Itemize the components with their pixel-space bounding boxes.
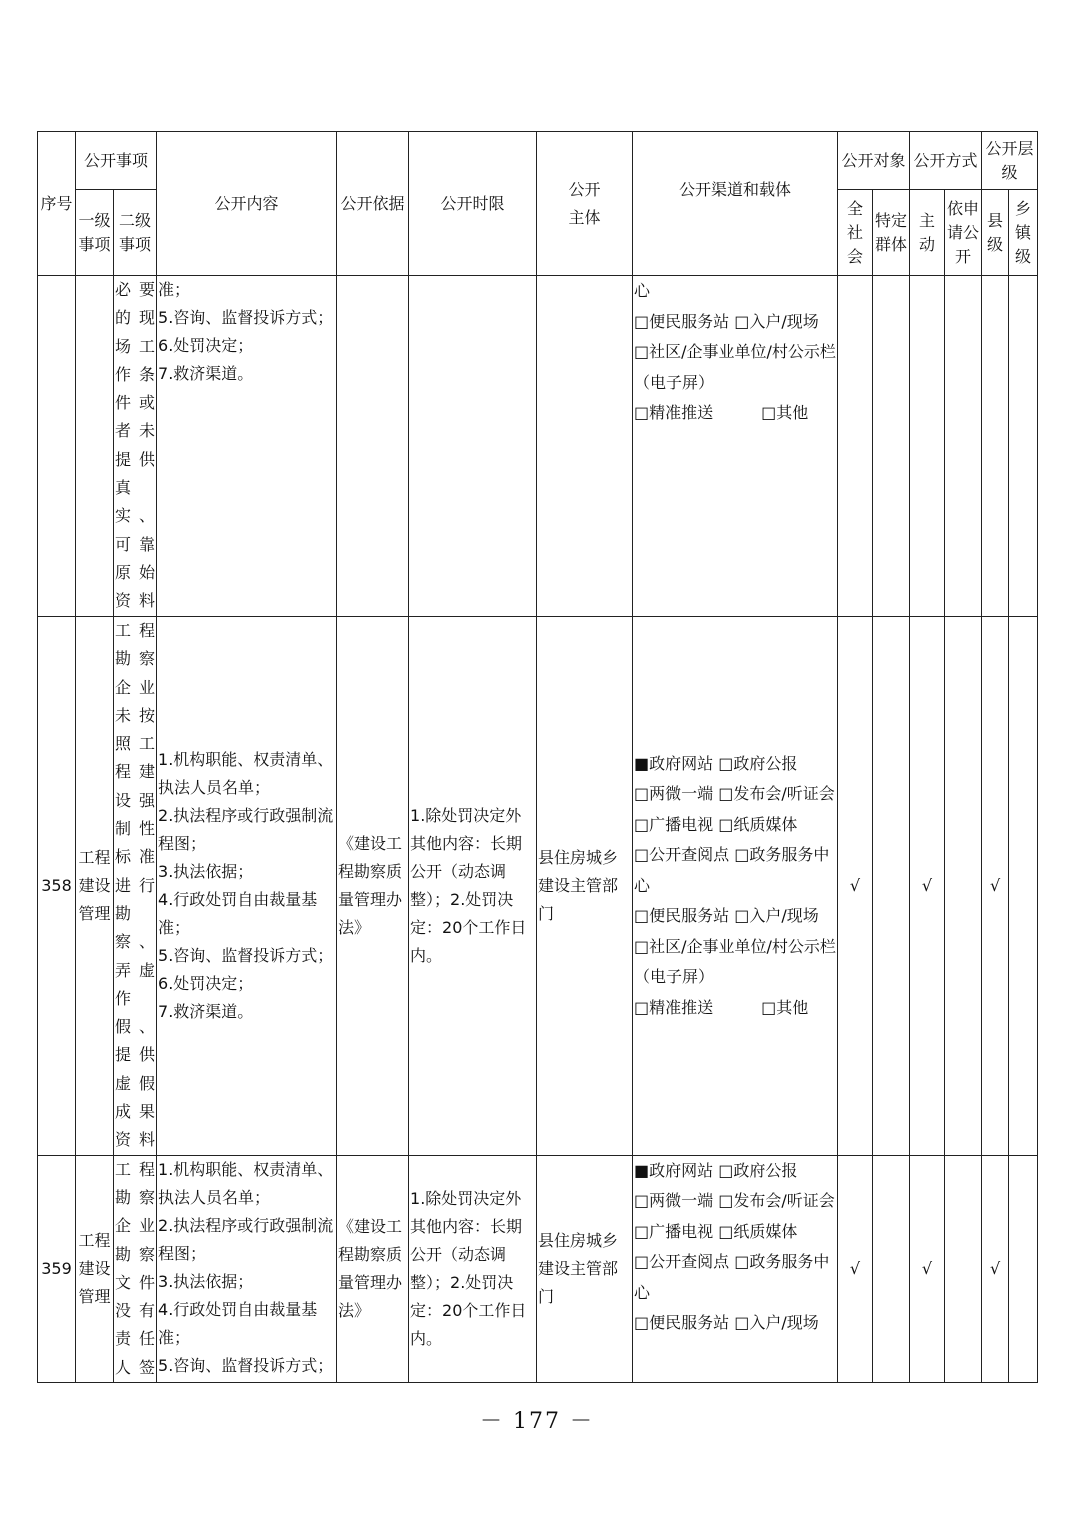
channel-line: □便民服务站 □入户/现场 [634, 906, 819, 926]
row-seq: 358 [38, 617, 76, 1156]
header-level1: 一级事项 [76, 190, 114, 276]
row-target-all [838, 276, 873, 617]
row-content [157, 617, 337, 1156]
row-target-specific [873, 617, 910, 1156]
channel-line: □两微一端 □发布会/听证会 [634, 784, 835, 804]
row-level1: 工程建设管理 [76, 1155, 114, 1382]
header-method-apply: 依申请公开 [945, 190, 982, 276]
row-method-active: √ [910, 617, 945, 1156]
row-level-county [982, 276, 1009, 617]
header-content: 公开内容 [157, 132, 337, 276]
content-line: 7.救济渠道。 [158, 1001, 254, 1021]
row-channel [633, 276, 838, 617]
disclosure-table [37, 131, 1038, 1383]
header-subject: 公开主体 [537, 132, 633, 276]
row-time-limit [409, 276, 537, 617]
content-line: 5.咨询、监督投诉方式； [158, 945, 334, 965]
header-seq: 序号 [38, 132, 76, 276]
row-channel [633, 1155, 838, 1382]
table-row [38, 276, 1038, 617]
channel-line: □社区/企事业单位/村公示栏（电子屏） [634, 936, 836, 987]
channel-line: □精准推送 □其他 [634, 997, 809, 1017]
content-line: 5.咨询、监督投诉方式； [158, 308, 334, 327]
content-line: 6.处罚决定； [158, 336, 254, 355]
row-target-specific [873, 276, 910, 617]
header-time-limit: 公开时限 [409, 132, 537, 276]
channel-line: □便民服务站 □入户/现场 [634, 1313, 819, 1333]
channel-line: □广播电视 □纸质媒体 [634, 814, 798, 834]
row-basis: 《建设工程勘察质量管理办法》 [337, 1155, 409, 1382]
row-subject: 县住房城乡建设主管部门 [537, 1155, 633, 1382]
table-row [38, 1155, 1038, 1382]
header-target-all: 全社会 [838, 190, 873, 276]
channel-line: □便民服务站 □入户/现场 [634, 311, 819, 331]
row-method-active: √ [910, 1155, 945, 1382]
row-level1 [76, 276, 114, 617]
channel-line: □广播电视 □纸质媒体 [634, 1221, 798, 1241]
content-line: 6.处罚决定； [158, 973, 254, 993]
header-level-county: 县级 [982, 190, 1009, 276]
row-level-town [1009, 276, 1038, 617]
content-line: 2.执法程序或行政强制流程图； [158, 805, 334, 853]
content-line: 7.救济渠道。 [158, 364, 254, 383]
row-level2: 必要的现场工作条件或者未提供真实、可靠原始资料 [114, 276, 157, 617]
header-target-group: 公开对象 [838, 132, 910, 190]
content-line: 3.执法依据； [158, 861, 254, 881]
row-target-all: √ [838, 617, 873, 1156]
channel-line: 心 [634, 281, 651, 300]
row-target-specific [873, 1155, 910, 1382]
channel-line: □社区/企事业单位/村公示栏（电子屏） [634, 342, 836, 392]
table-row [38, 617, 1038, 1156]
row-method-apply [945, 1155, 982, 1382]
row-time-limit: 1.除处罚决定外其他内容：长期公开（动态调整）；2.处罚决定：20个工作日内。 [409, 617, 537, 1156]
channel-line: □精准推送 □其他 [634, 403, 809, 422]
row-method-apply [945, 617, 982, 1156]
content-line: 1.机构职能、权责清单、执法人员名单； [158, 1159, 334, 1207]
row-seq [38, 276, 76, 617]
header-basis: 公开依据 [337, 132, 409, 276]
row-subject: 县住房城乡建设主管部门 [537, 617, 633, 1156]
row-level2: 工程勘察企业勘察文件没有责任人签 [114, 1155, 157, 1382]
channel-line: □公开查阅点 □政务服务中心 [634, 845, 830, 895]
row-level-town [1009, 1155, 1038, 1382]
header-level-town: 乡镇级 [1009, 190, 1038, 276]
row-method-active [910, 276, 945, 617]
header-item-group: 公开事项 [76, 132, 157, 190]
content-line: 4.行政处罚自由裁量基准； [158, 1299, 318, 1347]
header-target-specific: 特定群体 [873, 190, 910, 276]
row-level-town [1009, 617, 1038, 1156]
row-target-all: √ [838, 1155, 873, 1382]
channel-line: □公开查阅点 □政务服务中心 [634, 1252, 830, 1302]
channel-line: ■政府网站 □政府公报 [634, 753, 798, 773]
row-subject [537, 276, 633, 617]
channel-line: ■政府网站 □政府公报 [634, 1160, 798, 1180]
header-method-active: 主动 [910, 190, 945, 276]
header-row-1 [38, 132, 1038, 190]
content-line: 1.机构职能、权责清单、执法人员名单； [158, 749, 334, 797]
header-channel: 公开渠道和载体 [633, 132, 838, 276]
content-line: 4.行政处罚自由裁量基准； [158, 889, 318, 937]
row-content [157, 276, 337, 617]
row-time-limit: 1.除处罚决定外其他内容：长期公开（动态调整）；2.处罚决定：20个工作日内。 [409, 1155, 537, 1382]
channel-line: □两微一端 □发布会/听证会 [634, 1191, 835, 1211]
page-number: － 177 － [480, 1409, 594, 1434]
row-level1: 工程建设管理 [76, 617, 114, 1156]
row-level2: 工程勘察企业未按照工程建设强制性标准进行勘察、弄虚作假、提供虚假成果资料 [114, 617, 157, 1156]
row-seq: 359 [38, 1155, 76, 1382]
content-line: 3.执法依据； [158, 1271, 254, 1291]
header-method-group: 公开方式 [910, 132, 982, 190]
header-level-group: 公开层级 [982, 132, 1038, 190]
row-content [157, 1155, 337, 1382]
row-level-county: √ [982, 617, 1009, 1156]
row-level-county: √ [982, 1155, 1009, 1382]
header-level2: 二级事项 [114, 190, 157, 276]
content-line: 5.咨询、监督投诉方式； [158, 1355, 334, 1375]
content-line: 准； [158, 280, 191, 299]
row-method-apply [945, 276, 982, 617]
row-basis [337, 276, 409, 617]
row-channel [633, 617, 838, 1156]
content-line: 2.执法程序或行政强制流程图； [158, 1215, 334, 1263]
row-basis: 《建设工程勘察质量管理办法》 [337, 617, 409, 1156]
